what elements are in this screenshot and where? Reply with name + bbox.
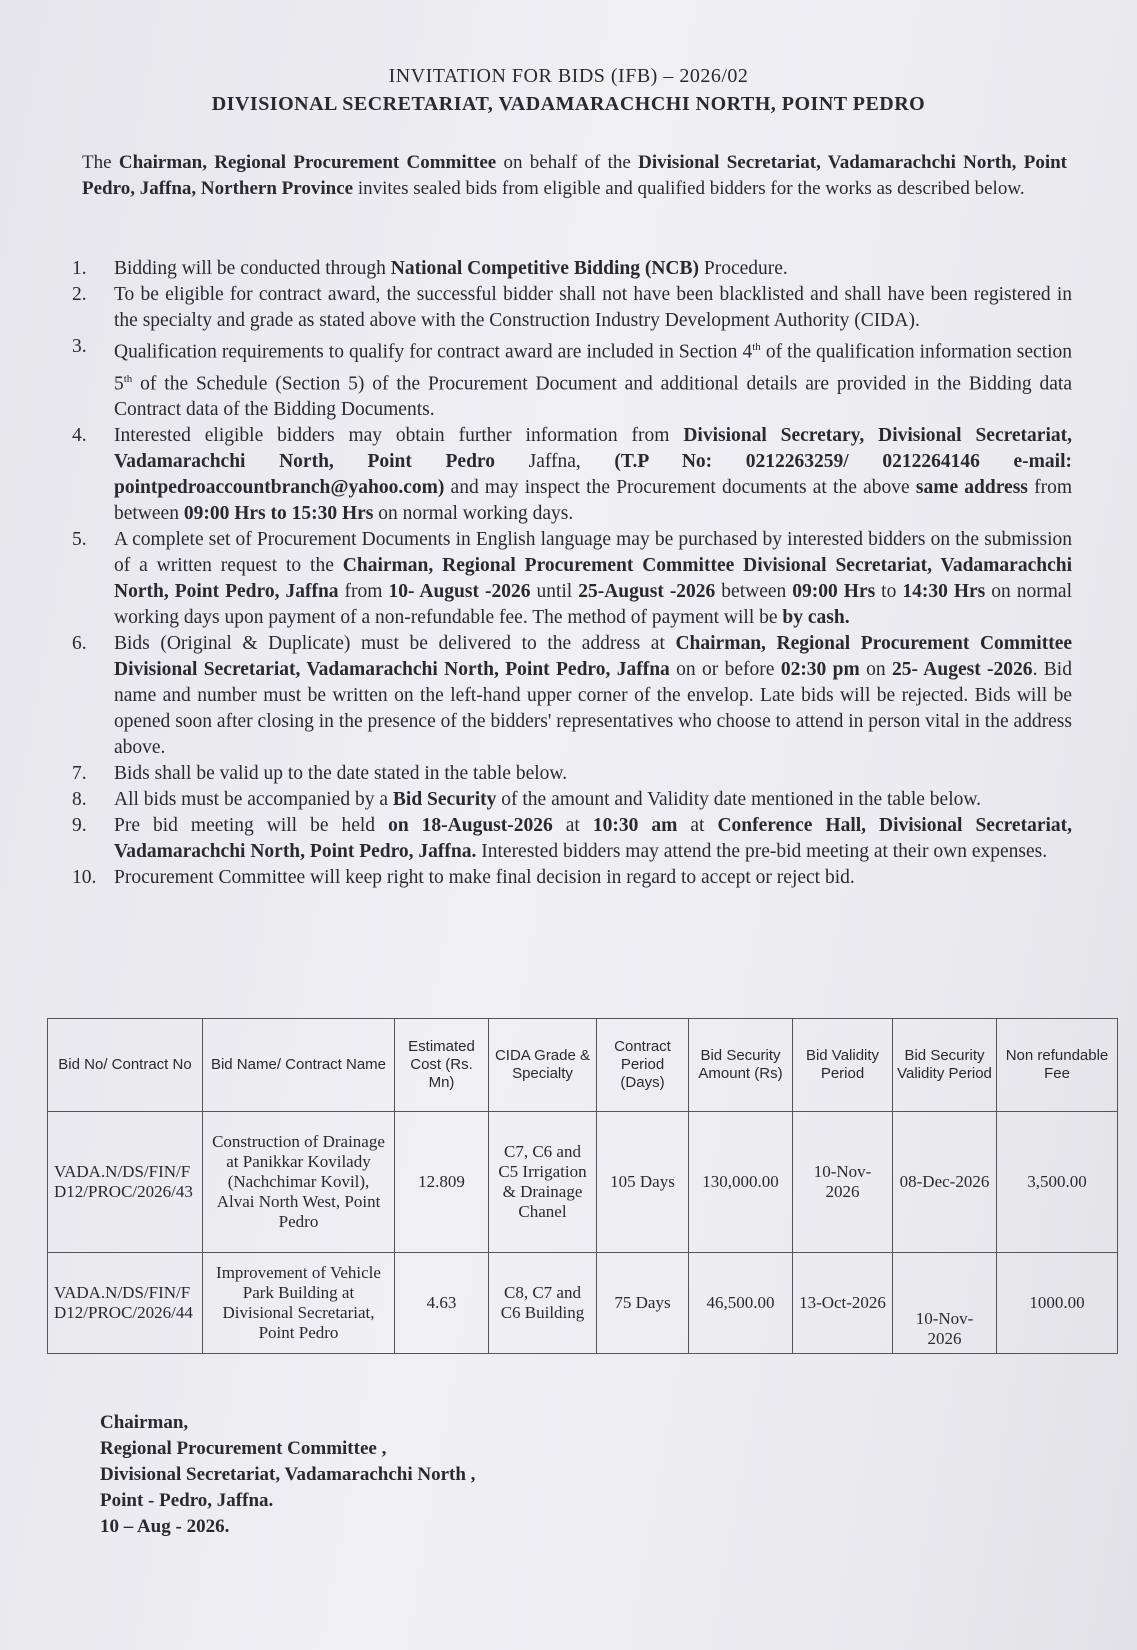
column-header: CIDA Grade & Specialty	[489, 1019, 597, 1112]
item-text	[114, 282, 1072, 334]
item-span: on or before	[669, 659, 781, 680]
column-header: Bid Security Validity Period	[893, 1019, 997, 1112]
item-span: of the qualification information section 5	[114, 341, 1072, 394]
item-number: 9.	[72, 815, 87, 836]
item-bold: Bid Security	[392, 789, 497, 810]
table-cell: VADA.N/DS/FIN/FD12/PROC/2026/43	[48, 1112, 203, 1253]
item-number: 1.	[72, 258, 87, 279]
item-span: Bidding will be conducted through	[114, 258, 391, 279]
item-span: . Bid name and number must be written on the left-hand upper corner of the envelop. Late bids will be rejected. Bids will be opened soon after closing in the presence of the bidders' representatives who choose to attend in person vital in the address above.	[114, 659, 1072, 758]
signature-line: Divisional Secretariat, Vadamarachchi North ,	[100, 1464, 476, 1485]
item-number: 8.	[72, 789, 87, 810]
list-item	[72, 813, 1072, 865]
list-item	[72, 256, 1072, 282]
item-bold: 14:30 Hrs	[902, 581, 986, 602]
item-span: and may inspect the Procurement documents at the above	[444, 477, 916, 498]
item-span: All bids must be accompanied by a	[114, 789, 393, 810]
item-bold: 09:00 Hrs	[792, 581, 876, 602]
document-title: INVITATION FOR BIDS (IFB) – 2026/02	[388, 65, 749, 87]
item-text	[114, 865, 1072, 891]
item-number: 2.	[72, 284, 87, 305]
signature-line: Regional Procurement Committee ,	[100, 1438, 387, 1459]
list-item	[72, 423, 1072, 527]
item-span: Procedure.	[699, 258, 788, 279]
item-bold: by cash.	[782, 607, 850, 628]
item-span: Interested bidders may attend the pre-bid meeting at their own expenses.	[476, 841, 1048, 862]
column-header: Bid Name/ Contract Name	[203, 1019, 395, 1112]
item-text	[114, 787, 1072, 813]
item-span: of the Schedule (Section 5) of the Procurement Document and additional details are provided in the Bidding data Contract data of the Bidding Documents.	[114, 373, 1072, 420]
table-cell: 3,500.00	[997, 1112, 1118, 1253]
intro-text: invites sealed bids from eligible and qualified bidders for the works as described below.	[353, 178, 1025, 199]
item-number: 4.	[72, 425, 87, 446]
list-item	[72, 865, 1072, 891]
item-span: from	[338, 581, 389, 602]
item-text	[114, 334, 1072, 423]
item-span: until	[530, 581, 579, 602]
bids-table	[47, 1018, 1118, 1354]
item-bold: National Competitive Bidding (NCB)	[390, 258, 699, 279]
list-item	[72, 761, 1072, 787]
document-subtitle: DIVISIONAL SECRETARIAT, VADAMARACHCHI NORTH, POINT PEDRO	[211, 93, 926, 115]
item-span: Bids (Original & Duplicate) must be delivered to the address at	[114, 633, 676, 654]
item-bold: 09:00 Hrs to 15:30 Hrs	[183, 503, 374, 524]
item-number: 5.	[72, 529, 87, 550]
item-bold: 10:30 am	[592, 815, 678, 836]
item-span: Jaffna,	[494, 451, 615, 472]
table-cell: 4.63	[395, 1253, 489, 1354]
table-cell: VADA.N/DS/FIN/FD12/PROC/2026/44	[48, 1253, 203, 1354]
table-cell: 130,000.00	[689, 1112, 793, 1253]
item-bold: Chairman, Regional Procurement Committee Divisional Secretariat, Vadamarachchi North, Point Pedro, Jaffna	[114, 633, 1073, 680]
table-cell: 10-Nov-2026	[793, 1112, 893, 1253]
item-span: of the amount and Validity date mentioned in the table below.	[496, 789, 982, 810]
item-number: 6.	[72, 633, 87, 654]
intro-bold: Chairman, Regional Procurement Committee	[118, 152, 497, 173]
item-text	[114, 256, 1072, 282]
signature-line: Point - Pedro, Jaffna.	[100, 1490, 274, 1511]
item-text	[114, 631, 1072, 761]
column-header: Non refundable Fee	[997, 1019, 1118, 1112]
list-item	[72, 787, 1072, 813]
column-header: Contract Period (Days)	[597, 1019, 689, 1112]
item-bold: 02:30 pm	[780, 659, 860, 680]
signature-line: Chairman,	[100, 1412, 189, 1433]
document-header	[0, 62, 1137, 118]
intro-text: on behalf of the	[496, 152, 639, 173]
table-cell: 1000.00	[997, 1253, 1118, 1354]
item-span: Interested eligible bidders may obtain further information from	[114, 425, 684, 446]
signature-date: 10 – Aug - 2026.	[100, 1516, 230, 1537]
item-span: Qualification requirements to qualify for contract award are included in Section 4	[114, 341, 753, 363]
table-cell: Improvement of Vehicle Park Building at Divisional Secretariat, Point Pedro	[203, 1253, 395, 1354]
column-header: Estimated Cost (Rs. Mn)	[395, 1019, 489, 1112]
item-bold: Conference Hall, Divisional Secretariat, Vadamarachchi North, Point Pedro, Jaffna.	[114, 815, 1073, 862]
item-span: on normal working days.	[373, 503, 574, 524]
list-item	[72, 631, 1072, 761]
intro-paragraph	[82, 150, 1067, 202]
item-text	[114, 761, 1072, 787]
item-span: Procurement Committee will keep right to make final decision in regard to accept or reject bid.	[114, 867, 855, 888]
item-span: at	[677, 815, 718, 836]
table-cell: 105 Days	[597, 1112, 689, 1253]
table-cell: C8, C7 and C6 Building	[489, 1253, 597, 1354]
item-span: Pre bid meeting will be held	[114, 815, 389, 836]
table-row	[48, 1112, 1118, 1253]
item-bold: (T.P No: 0212263259/ 0212264146 e-mail: pointpedroaccountbranch@yahoo.com)	[114, 451, 1072, 498]
item-bold: 25-August -2026	[578, 581, 716, 602]
item-bold: Divisional Secretary, Divisional Secretariat, Vadamarachchi North, Point Pedro	[114, 425, 1072, 472]
item-span: To be eligible for contract award, the successful bidder shall not have been blacklisted and shall have been registered in the specialty and grade as stated above with the Construction Industry Development Authority (CIDA).	[114, 284, 1072, 331]
intro-bold: Divisional Secretariat, Vadamarachchi North, Point Pedro, Jaffna, Northern Province	[82, 152, 1068, 199]
item-sup: th	[752, 341, 761, 353]
list-item	[72, 282, 1072, 334]
item-span: Bids shall be valid up to the date stated in the table below.	[114, 763, 568, 784]
table-cell: 46,500.00	[689, 1253, 793, 1354]
item-bold: same address	[915, 477, 1028, 498]
item-bold: Chairman, Regional Procurement Committee Divisional Secretariat, Vadamarachchi North, Point Pedro, Jaffna	[114, 555, 1072, 602]
item-span: A complete set of Procurement Documents in English language may be purchased by interested bidders on the submission of a written request to the	[114, 529, 1072, 576]
table-cell: 13-Oct-2026	[793, 1253, 893, 1354]
table-cell: 10-Nov-2026	[893, 1253, 997, 1354]
item-number: 10.	[72, 867, 97, 888]
item-number: 3.	[72, 336, 87, 357]
column-header: Bid No/ Contract No	[48, 1019, 203, 1112]
column-header: Bid Security Amount (Rs)	[689, 1019, 793, 1112]
column-header: Bid Validity Period	[793, 1019, 893, 1112]
item-span: on	[859, 659, 892, 680]
table-row	[48, 1253, 1118, 1354]
item-text	[114, 423, 1072, 527]
signature-block	[100, 1410, 475, 1540]
item-text	[114, 527, 1072, 631]
instructions-list	[72, 256, 1072, 891]
item-sup: th	[123, 372, 133, 385]
item-span: from between	[114, 477, 1073, 524]
table-cell: 08-Dec-2026	[893, 1112, 997, 1253]
item-bold: 25- Augest -2026	[892, 659, 1033, 680]
item-text	[114, 813, 1072, 865]
table-cell: Construction of Drainage at Panikkar Kovilady (Nachchimar Kovil), Alvai North West, Point Pedro	[203, 1112, 395, 1253]
table-cell: C7, C6 and C5 Irrigation & Drainage Chanel	[489, 1112, 597, 1253]
list-item	[72, 334, 1072, 423]
item-number: 7.	[72, 763, 87, 784]
item-bold: on 18-August-2026	[388, 815, 553, 836]
table-cell: 12.809	[395, 1112, 489, 1253]
table-header-row	[48, 1019, 1118, 1112]
list-item	[72, 527, 1072, 631]
item-span: to	[875, 581, 903, 602]
item-bold: 10- August -2026	[388, 581, 531, 602]
item-span: at	[552, 815, 593, 836]
item-span: between	[715, 581, 793, 602]
table-cell: 75 Days	[597, 1253, 689, 1354]
intro-text: The	[82, 152, 119, 173]
item-span: on normal working days upon payment of a non-refundable fee. The method of payment will be	[114, 581, 1072, 628]
